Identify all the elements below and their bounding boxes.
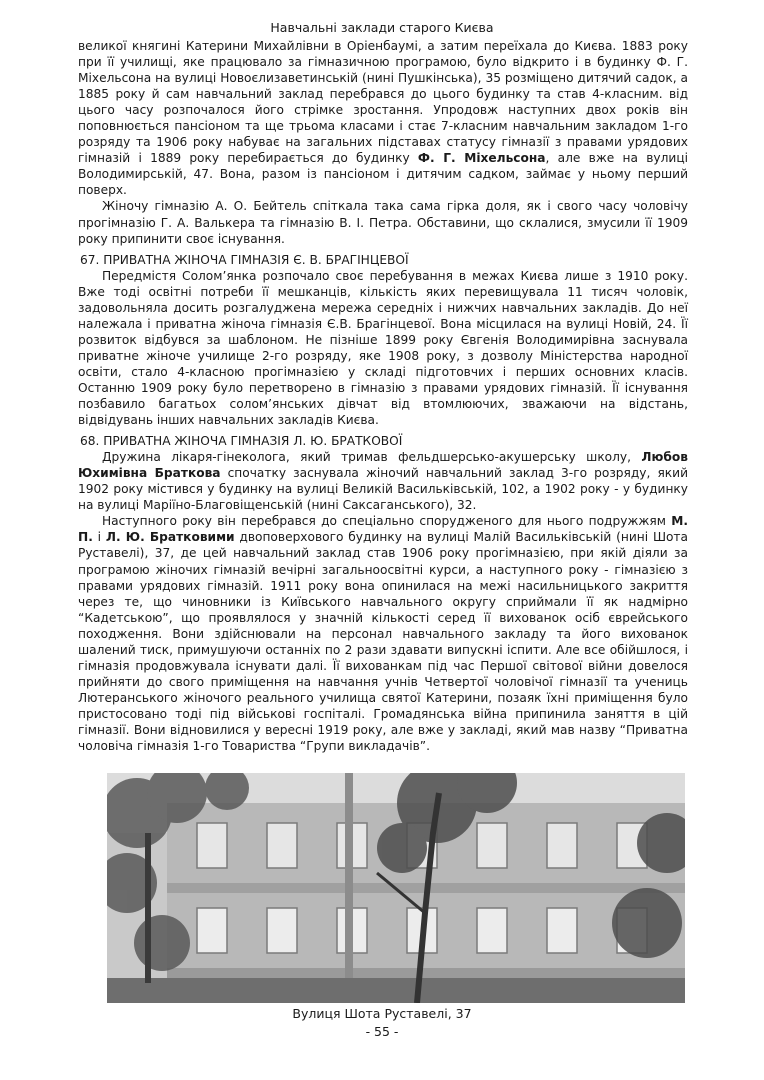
body-text xyxy=(78,38,688,754)
section-67-heading: 67. ПРИВАТНА ЖІНОЧА ГІМНАЗІЯ Є. В. БРАГІНЦЕВОЇ xyxy=(80,252,409,267)
photo-caption: Вулиця Шота Руставелі, 37 xyxy=(292,1006,472,1021)
paragraph-4 xyxy=(78,449,688,513)
paragraph-5-end: двоповерхового будинку на вулиці Малій Васильківській (нині Шота Руставелі), 37, де цей навчальний заклад став 1906 року прогімназією, при якій діяли за програмою жіночих гімназій вечірні загальноосвітні курси, а наступного року - гімназією з правами урядових гімназій. 1911 року вона опинилася на межі насильницького закриття через те, що чиновники із Київського навчального округу сприймали її як надмірно “Кадетською”, що проявлялося у значній кількості серед її вихованок осіб єврейського походження. Вони здійснювали на персонал навчального закладу та його вихованок шалений тиск, примушуючи останніх по 2 рази здавати випускні іспити. Але все обійшлося, і гімназія продовжувала існувати далі. Її вихованкам під час Першої світової війни довелося прийняти до свого приміщення на навчання учнів Четвертої чоловічої гімназії та учениць Лютеранського жіночого реального училища святої Катерини, позаяк їхні приміщення було пристосовано тоді під військові госпіталі. Громадянська війна припинила заняття в цій гімназії. Вони відновилися у вересні 1919 року, але вже у закладі, який мав назву “Приватна чоловіча гімназія 1-го Товариства “Групи викладачів”. xyxy=(78,530,689,754)
paragraph-5-text: Наступного року він перебрався до спеціально спорудженого для нього подружжям xyxy=(102,514,672,529)
section-68-heading: 68. ПРИВАТНА ЖІНОЧА ГІМНАЗІЯ Л. Ю. БРАТКОВОЇ xyxy=(80,434,403,449)
building-photo xyxy=(107,773,685,1003)
page-number: - 55 - xyxy=(365,1024,399,1039)
running-header: Навчальні заклади старого Києва xyxy=(270,20,494,35)
paragraph-1 xyxy=(78,38,688,198)
paragraph-5-bold-2: Л. Ю. Братковими xyxy=(105,530,235,545)
paragraph-5 xyxy=(78,513,688,754)
paragraph-1-text: великої княгині Катерини Михайлівни в Оріенбаумі, а затим переїхала до Києва. 1883 року при її училищі, яке працювало за гімназичною програмою, було відкрито і в будинку Ф. Г. Міхельсона на вулиці Новоєлизаветинській (нині Пушкінська), 35 розміщено дитячий садок, а 1885 року й сам навчальний заклад перебрався до цього будинку та став 4-класним. від цього часу розпочалося його стрімке зростання. Упродовж наступних двох років він поповнюється пансіоном та ще трьома класами і стає 7-класним навчальним закладом 1-го розряду та 1906 року набуває на загальних підставах статусу гімназії з правами урядових гімназій і 1889 року перебирається до будинку xyxy=(78,39,688,166)
paragraph-5-bold: М. П. xyxy=(78,514,688,545)
paragraph-1-bold: Ф. Г. Міхельсона xyxy=(417,151,546,166)
paragraph-5-mid: і xyxy=(92,530,106,545)
paragraph-3: Передмістя Солом’янка розпочало своє перебування в межах Києва лише з 1910 року. Вже тоді освітні потреби її мешканців, кількість яких перевищувала 11 тисяч чоловік, задовольняла досить розгалуджена мережа середніх і нижчих навчальних закладів. До неї належала і приватна жіноча гімназія Є.В. Брагінцевої. Вона місцилася на вулиці Новій, 24. Її розвиток відбувся за шаблоном. Не пізніше 1899 року Євгенія Володимирівна заснувала приватне жіноче училище 2-го розряду, яке 1908 року, з дозволу Міністерства народної освіти, стало 4-класною прогімназією у складі підготовчих і перших основних класів. Останню 1909 року було перетворено в гімназію з правами урядових гімназій. Її існування позбавило багатьох солом’янських дівчат від втомлюючих, зважаючи на відстань, відвідувань інших навчальних закладів Києва. xyxy=(78,268,688,428)
paragraph-4-bold: Любов Юхимівна Браткова xyxy=(78,450,688,481)
paragraph-2: Жіночу гімназію А. О. Бейтель спіткала така сама гірка доля, як і свого часу чоловічу прогімназію Г. А. Валькера та гімназію В. І. Петра. Обставини, що склалися, змусили її 1909 року припинити своє існування. xyxy=(78,199,688,246)
paragraph-4-text: Дружина лікаря-гінеколога, який тримав фельдшерсько-акушерську школу, xyxy=(102,450,642,465)
paragraph-1-end: , але вже на вулиці Володимирській, 47. Вона, разом із пансіоном і дитячим садком, займає у ньому перший поверх. xyxy=(78,151,688,198)
paragraph-4-end: спочатку заснувала жіночий навчальний заклад 3-го розряду, який 1902 року містився у будинку на вулиці Великій Васильківській, 102, а 1902 року - у будинку на вулиці Маріїно-Благовіщенській (нині Саксаганського), 32. xyxy=(78,466,688,513)
